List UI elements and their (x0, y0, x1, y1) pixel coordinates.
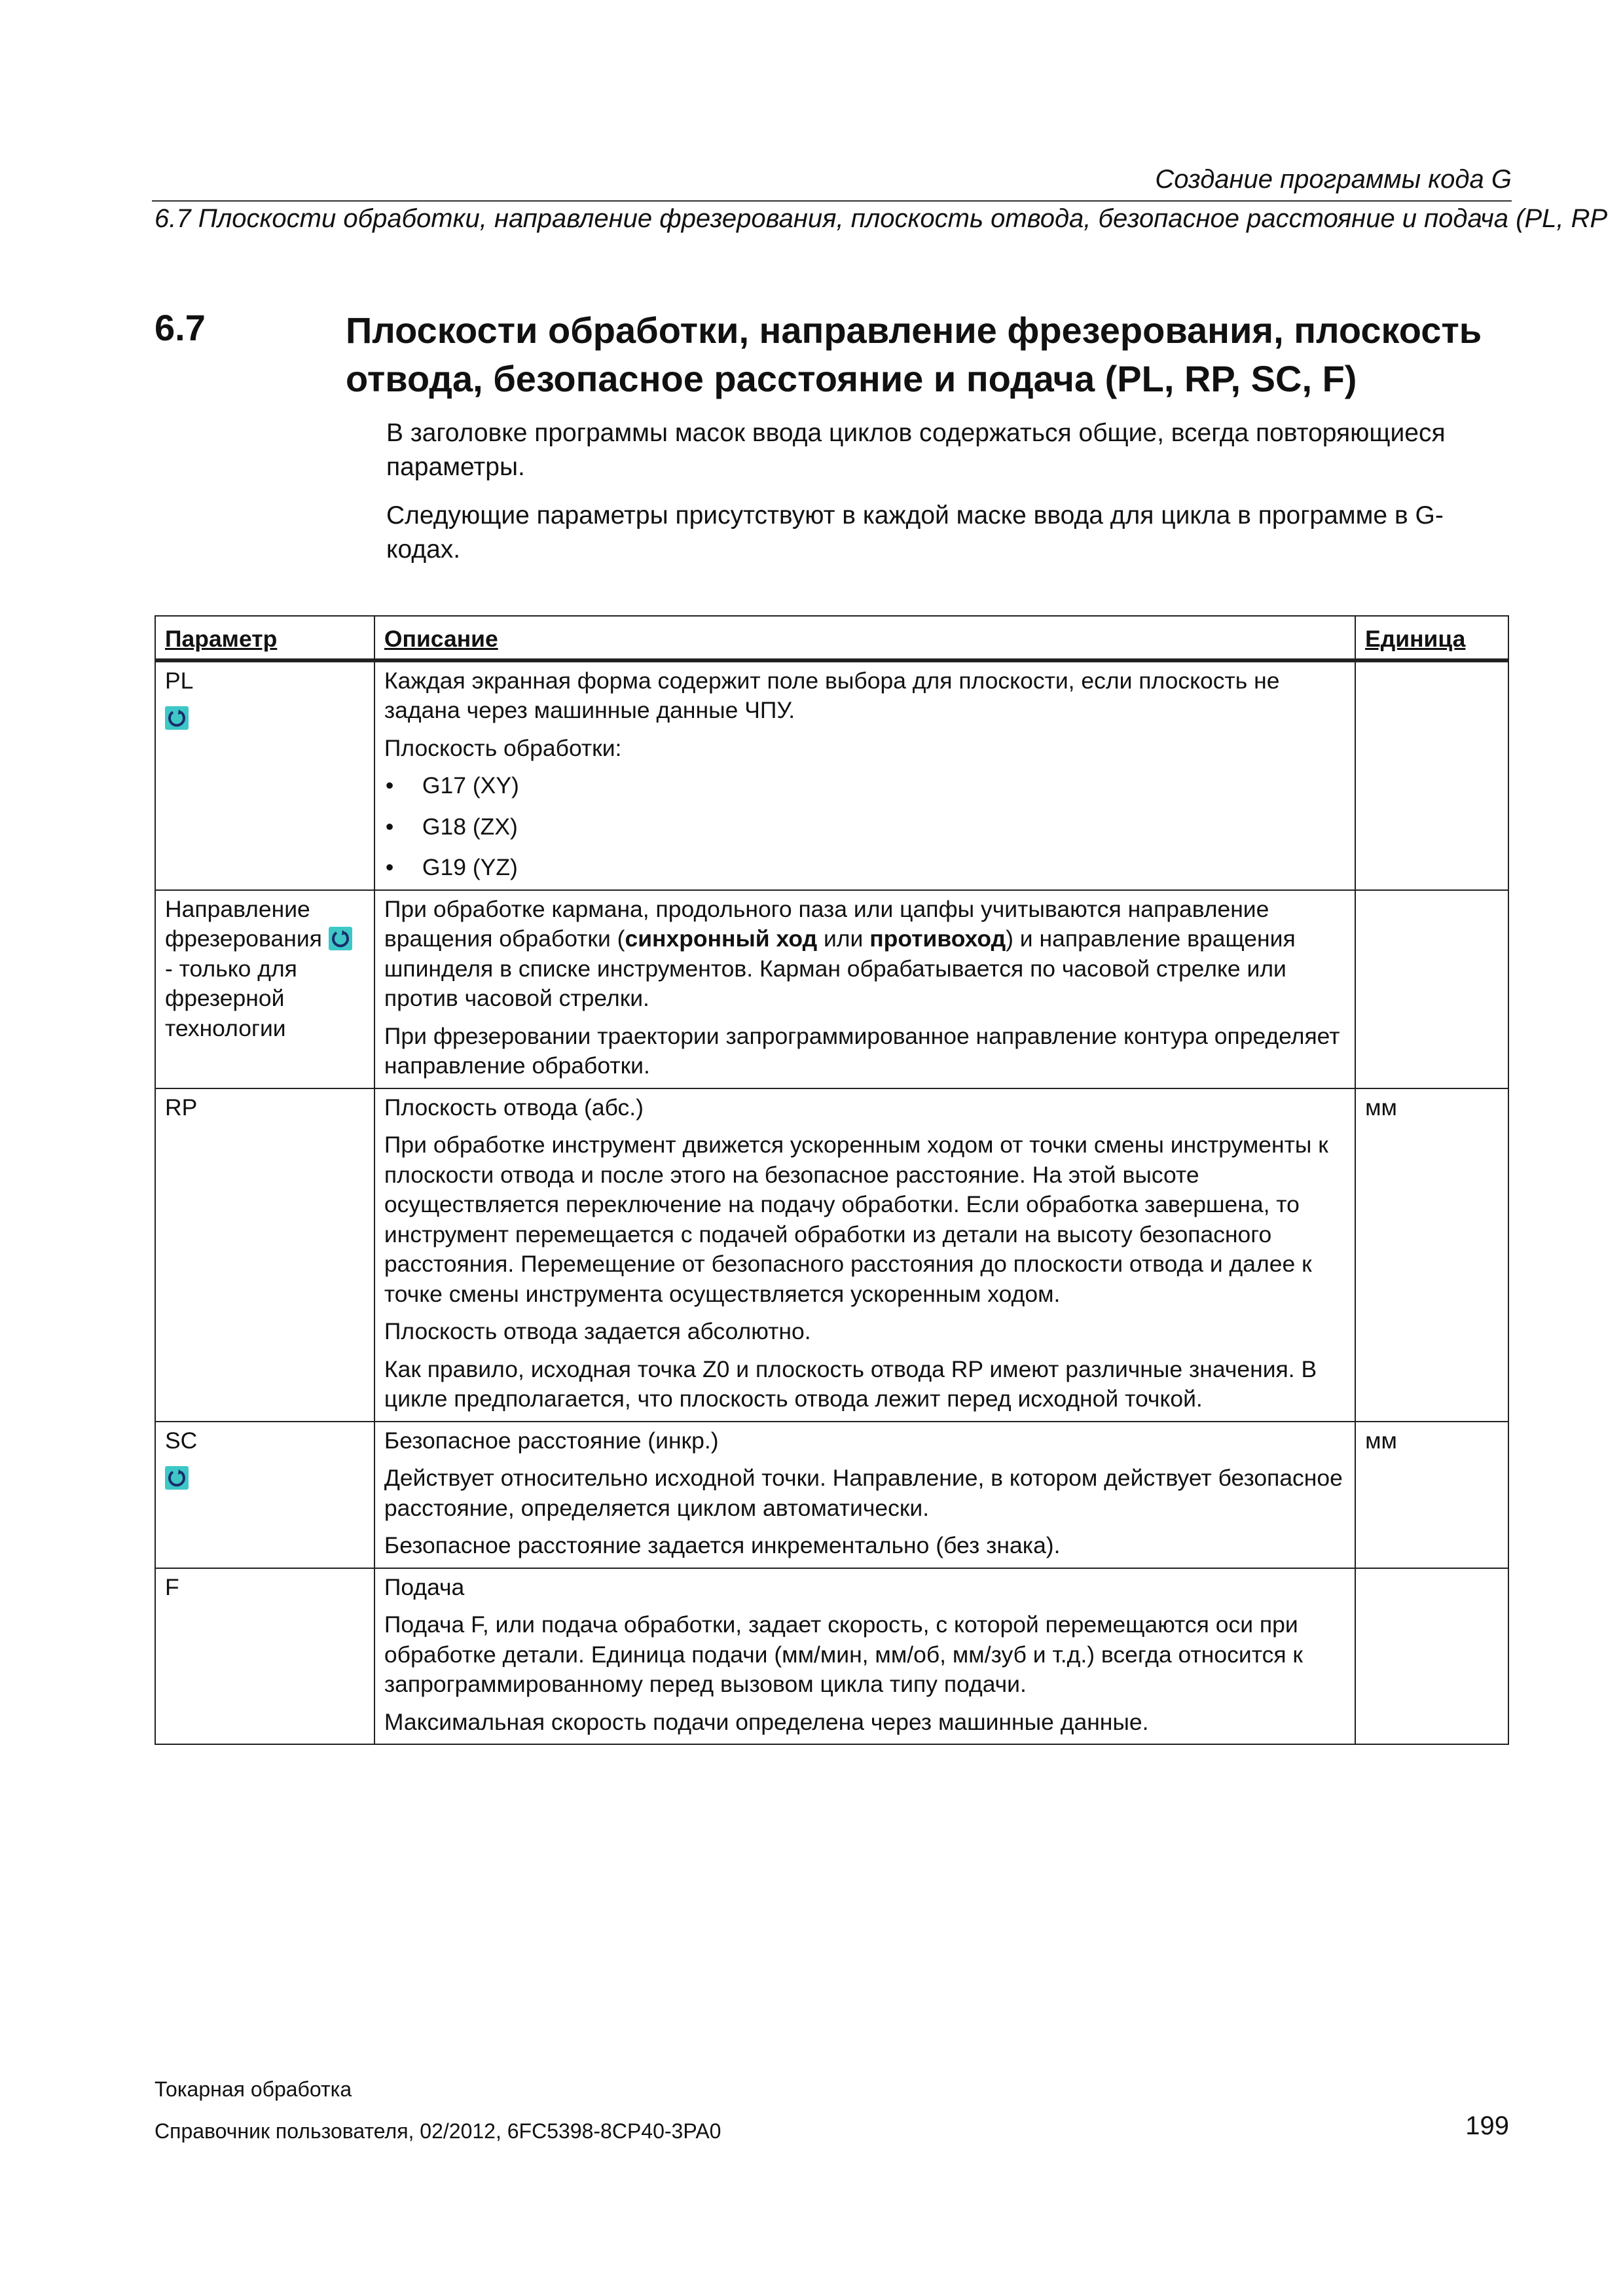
section-title: Плоскости обработки, направление фрезерования, плоскость отвода, безопасное расстояние и подача (PL, RP, SC, F) (346, 310, 1482, 399)
bullet: • (385, 854, 394, 880)
section-number: 6.7 (155, 307, 206, 348)
table-row-rp (155, 1088, 1508, 1422)
description-text: При фрезеровании траектории запрограммированное направление контура определяет направление обработки. (384, 1022, 1340, 1079)
description-text: Как правило, исходная точка Z0 и плоскость отвода RP имеют различные значения. В цикле предполагается, что плоскость отвода лежит перед исходной точкой. (384, 1355, 1317, 1412)
param-cell (155, 890, 374, 1088)
plane-option: G19 (YZ) (422, 854, 518, 880)
table-row-f (155, 1568, 1508, 1745)
plane-option: G17 (XY) (422, 772, 519, 798)
unit-cell (1355, 890, 1508, 1088)
unit-cell: мм (1355, 1088, 1508, 1422)
footer-product: Токарная обработка (155, 2077, 352, 2101)
header-rule (152, 200, 1512, 202)
param-name: SC (165, 1427, 198, 1454)
list-item (384, 853, 1345, 883)
emphasis-conventional: противоход (869, 925, 1006, 952)
description-text: Действует относительно исходной точки. Направление, в котором действует безопасное расстояние, определяется циклом автоматически. (384, 1465, 1343, 1521)
param-note: - только для фрезерной технологии (165, 955, 297, 1041)
running-subtitle: 6.7 Плоскости обработки, направление фрезерования, плоскость отвода, безопасное расстояние и подача (PL, RP (155, 204, 1608, 233)
footer-manual-info: Справочник пользователя, 02/2012, 6FC5398-8CP40-3PA0 (155, 2119, 721, 2143)
description-text: При обработке инструмент движется ускоренным ходом от точки смены инструменты к плоскости отвода и после этого на безопасное расстояние. На этой высоте осуществляется переключение на подачу обработки. Если обработка завершена, то инструмент перемещается с подачей обработки из детали на высоту безопасного расстояния. Перемещение от безопасного расстояния до плоскости отвода и далее к точке смены инструмента осуществляется ускоренным ходом. (384, 1132, 1328, 1307)
param-name: RP (165, 1094, 198, 1121)
description-text: Плоскость отвода задается абсолютно. (384, 1318, 811, 1344)
table-row-pl (155, 660, 1508, 890)
unit-cell (1355, 660, 1508, 890)
bullet: • (385, 813, 394, 840)
unit-cell (1355, 1568, 1508, 1745)
plane-list (384, 771, 1345, 883)
description-text: Плоскость отвода (абс.) (384, 1094, 644, 1121)
text-run: При обработке кармана, продольного паза или цапфы учитываются направление вращения обработки ( (384, 895, 1269, 952)
toggle-icon (165, 706, 189, 730)
description-cell (374, 890, 1355, 1088)
plane-option: G18 (ZX) (422, 813, 518, 840)
description-text: Подача F, или подача обработки, задает скорость, с которой перемещаются оси при обработке детали. Единица подачи (мм/мин, мм/об, мм/зуб и т.д.) всегда относится к запрограммированному перед вызовом цикла типу подачи. (384, 1611, 1303, 1697)
param-name: F (165, 1573, 179, 1600)
parameters-table (155, 615, 1509, 1745)
running-title: Создание программы кода G (1155, 165, 1512, 194)
description-text (384, 895, 1345, 1014)
table-header-row (155, 616, 1508, 660)
header-parameter: Параметр (155, 616, 374, 660)
intro-paragraph-2: Следующие параметры присутствуют в каждой маске ввода для цикла в программе в G-кодах. (386, 501, 1444, 564)
intro-paragraph-1: В заголовке программы масок ввода циклов содержаться общие, всегда повторяющиеся параметры. (386, 419, 1446, 481)
description-cell (374, 1568, 1355, 1745)
param-name: Направление фрезерования (165, 895, 322, 952)
description-text: Подача (384, 1573, 465, 1600)
bullet: • (385, 772, 394, 798)
description-cell (374, 1422, 1355, 1568)
description-cell (374, 660, 1355, 890)
header-unit: Единица (1355, 616, 1508, 660)
page-number: 199 (1465, 2111, 1509, 2140)
emphasis-climb: синхронный ход (625, 925, 818, 952)
description-text: Каждая экранная форма содержит поле выбора для плоскости, если плоскость не задана через машинные данные ЧПУ. (384, 667, 1280, 723)
list-item (384, 812, 1345, 842)
param-cell (155, 1088, 374, 1422)
description-text: Максимальная скорость подачи определена через машинные данные. (384, 1708, 1149, 1735)
table-row-milling-direction (155, 890, 1508, 1088)
param-name: PL (165, 667, 194, 694)
header-description: Описание (374, 616, 1355, 660)
param-cell (155, 660, 374, 890)
intro-text (386, 416, 1512, 581)
table-row-sc (155, 1422, 1508, 1568)
param-cell (155, 1422, 374, 1568)
description-cell (374, 1088, 1355, 1422)
toggle-icon (165, 1466, 189, 1490)
description-text: Безопасное расстояние (инкр.) (384, 1427, 719, 1454)
param-cell (155, 1568, 374, 1745)
unit-cell: мм (1355, 1422, 1508, 1568)
text-run: ) и направление вращения шпинделя в списке инструментов. Карман обрабатывается по часовой стрелке или против часовой стрелки. (384, 925, 1296, 1011)
description-text: Безопасное расстояние задается инкрементально (без знака). (384, 1532, 1061, 1558)
toggle-icon (329, 927, 352, 950)
description-text: Плоскость обработки: (384, 734, 622, 761)
text-run: или (817, 925, 870, 952)
list-item (384, 771, 1345, 801)
